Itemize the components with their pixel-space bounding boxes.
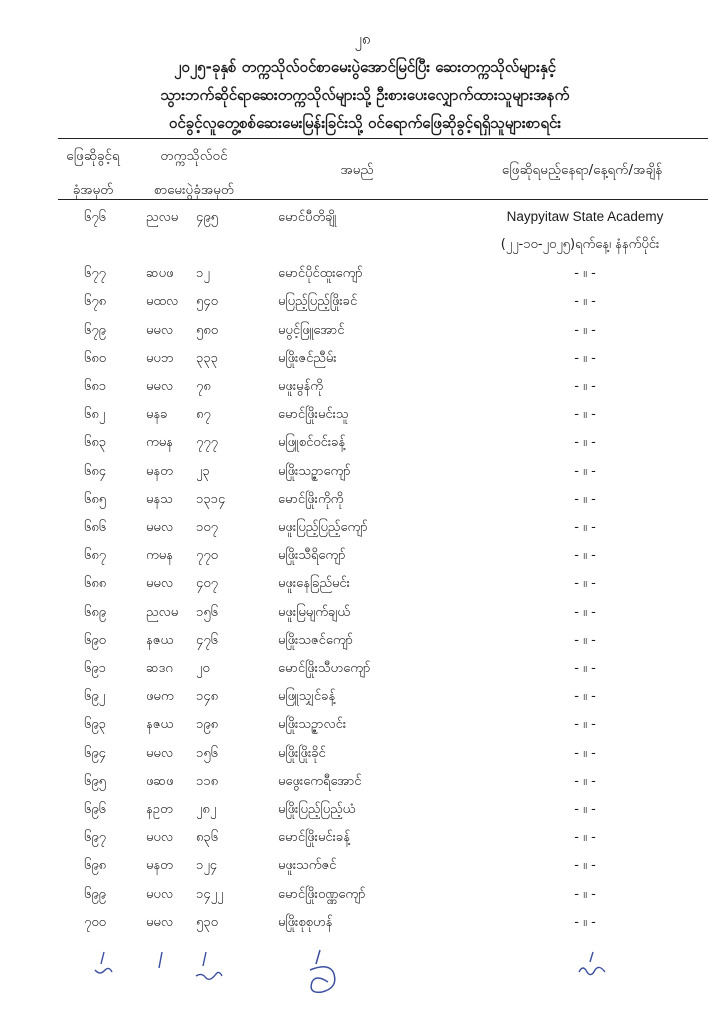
- table-row: [0, 881, 725, 909]
- ditto-mark-cell: - ။ -: [574, 717, 596, 733]
- roll-number-cell: ၆၉၄: [84, 745, 106, 761]
- table-row: [0, 260, 725, 288]
- exam-number-cell: ၄၉၅: [196, 210, 218, 225]
- candidate-name-cell: မဖူးမြမျက်ချယ်: [278, 604, 350, 620]
- table-row: [0, 401, 725, 429]
- ditto-mark-cell: - ။ -: [574, 914, 596, 930]
- exam-code-cell: ညလမ: [146, 210, 179, 225]
- candidate-name-cell: မဖြူစင်ဝင်းခန့်: [278, 435, 346, 451]
- venue-cell: Naypyitaw State Academy: [506, 209, 664, 224]
- exam-code-cell: မနတ: [146, 858, 173, 874]
- ditto-mark-cell: - ။ -: [574, 802, 596, 817]
- exam-code-cell: မမလ: [146, 576, 174, 592]
- table-row: [0, 852, 725, 880]
- exam-number-cell: ၂၀: [196, 661, 210, 676]
- candidate-name-cell: မောင်ဖြိုးကိုကို: [278, 491, 344, 507]
- exam-code-cell: မမလ: [146, 914, 174, 930]
- exam-code-cell: မမလ: [146, 745, 174, 761]
- candidate-name-cell: မဖူးသက်ဇင်: [278, 858, 337, 874]
- exam-number-cell: ၇၇၀: [196, 548, 218, 564]
- roll-number-cell: ၆၈၈: [84, 576, 107, 592]
- exam-number-cell: ၁၂၄: [196, 858, 218, 874]
- header-roll-number: [58, 146, 128, 200]
- table-row: [0, 288, 725, 316]
- page-number: ၂၈: [354, 30, 371, 48]
- exam-code-cell: ညလမ: [146, 604, 179, 620]
- exam-code-cell: ဆပဖ: [146, 266, 174, 282]
- roll-number-cell: ၆၈၅: [84, 491, 107, 507]
- roll-number-cell: ၆၇၈: [84, 294, 107, 310]
- ditto-mark-cell: - ။ -: [574, 858, 596, 874]
- header-name: အမည်: [340, 162, 374, 178]
- roll-number-cell: ၆၇၇: [84, 266, 106, 282]
- exam-number-cell: ၁၅၆: [196, 604, 218, 620]
- candidate-name-cell: မဖြိုးဇင်ညီမ်း: [278, 350, 337, 366]
- signature-mark-2: [152, 950, 172, 990]
- ditto-mark-cell: - ။ -: [574, 266, 596, 282]
- exam-code-cell: ဖမက: [146, 689, 174, 705]
- ditto-mark-cell: - ။ -: [574, 491, 596, 507]
- exam-code-cell: မမလ: [146, 520, 174, 535]
- table-row: [0, 909, 725, 937]
- header-roll-line-1: ဖြေဆိုခွင့်ရ: [66, 148, 120, 164]
- roll-number-cell: ၆၉၉: [84, 886, 106, 902]
- candidate-name-cell: မပြည့်ပြည့်ဖြိုးခင်: [278, 294, 358, 310]
- exam-number-cell: ၈၇: [196, 407, 211, 423]
- table-row: [0, 768, 725, 796]
- table-row: [0, 627, 725, 655]
- roll-number-cell: ၆၈၁: [84, 379, 107, 394]
- candidate-name-cell: မဖူးမွန်ကို: [278, 379, 324, 394]
- exam-number-cell: ၅၃၀: [196, 914, 218, 930]
- candidate-name-cell: မောင်ဖြိုးဝဏ္ဏကျော်: [278, 886, 366, 902]
- candidate-name-cell: မဖူးနေခြည်မင်း: [278, 576, 350, 592]
- table-row: [0, 599, 725, 627]
- exam-number-cell: ၁၅၆: [196, 745, 218, 761]
- table-row: [0, 514, 725, 542]
- exam-number-cell: ၁၃၁၄: [196, 491, 226, 507]
- candidate-name-cell: မဖွေးကေရီအောင်: [278, 773, 362, 789]
- roll-number-cell: ၆၉၆: [84, 802, 106, 817]
- roll-number-cell: ၆၈၀: [84, 350, 107, 366]
- exam-code-cell: မပလ: [146, 886, 174, 902]
- exam-number-cell: ၂၈၂: [196, 802, 217, 817]
- candidate-name-cell: မောင်ပီတိချို: [278, 210, 337, 225]
- candidate-name-cell: မောင်ဖြိုးမင်းသူ: [278, 407, 349, 423]
- table-row: [0, 373, 725, 401]
- roll-number-cell: ၆၈၃: [84, 435, 107, 451]
- roll-number-cell: ၇၀၀: [84, 914, 106, 930]
- document-title-line-1: ၂၀၂၅-ခုနှစ် တက္ကသိုလ်ဝင်စာမေးပွဲအောင်မြင်ပြီး ဆေးတက္ကသိုလ်များနှင့်: [174, 58, 556, 76]
- ditto-mark-cell: - ။ -: [574, 830, 596, 846]
- candidate-name-cell: မဖြိုးသဥ္ဇာလင်း: [278, 717, 347, 733]
- exam-number-cell: ၁၁၈: [196, 773, 219, 789]
- document-title-line-3: ဝင်ခွင့်လူတွေ့စစ်ဆေးမေးမြန်းခြင်းသို့ ဝင်ရောက်ဖြေဆိုခွင့်ရရှိသူများစာရင်း: [168, 114, 562, 132]
- exam-code-cell: ဆဒဂ: [146, 661, 173, 676]
- roll-number-cell: ၆၈၆: [84, 520, 107, 535]
- table-row: [0, 345, 725, 373]
- roll-number-cell: ၆၇၆: [84, 210, 106, 225]
- candidate-name-cell: မဖြိုးပြည့်ပြည့်ယံ: [278, 802, 356, 817]
- exam-number-cell: ၁၄၈: [196, 689, 219, 705]
- exam-code-cell: နဇယ: [146, 717, 174, 733]
- table-row: [0, 740, 725, 768]
- table-row: [0, 655, 725, 683]
- table-row: [0, 570, 725, 598]
- header-exam-number: [132, 146, 256, 200]
- ditto-mark-cell: - ။ -: [574, 886, 596, 902]
- ditto-mark-cell: - ။ -: [574, 576, 596, 592]
- exam-code-cell: မထလ: [146, 294, 179, 310]
- ditto-mark-cell: - ။ -: [574, 745, 596, 761]
- ditto-mark-cell: - ။ -: [574, 548, 596, 564]
- candidate-name-cell: မောင်ဖြိုးမင်းခန့်: [278, 830, 350, 846]
- table-row: [0, 317, 725, 345]
- exam-number-cell: ၁၀၇: [196, 520, 218, 535]
- candidate-name-cell: မပွင့်ဖြူအောင်: [278, 322, 345, 338]
- exam-number-cell: ၂၃: [196, 463, 210, 479]
- ditto-mark-cell: - ။ -: [574, 773, 596, 789]
- exam-code-cell: ကမန: [146, 548, 173, 564]
- header-bottom-rule: [58, 199, 708, 200]
- table-row: [0, 458, 725, 486]
- candidate-name-cell: မဖူးပြည့်ပြည့်ကျော်: [278, 520, 368, 535]
- ditto-mark-cell: - ။ -: [574, 661, 596, 676]
- table-row: [0, 824, 725, 852]
- candidate-name-cell: မဖြိုးသဥ္ဇာကျော်: [278, 463, 351, 479]
- exam-number-cell: ၄၀၇: [196, 576, 218, 592]
- candidate-name-cell: မဖြိုးစုစုဟန်: [278, 914, 333, 930]
- exam-code-cell: မမလ: [146, 379, 174, 394]
- ditto-mark-cell: - ။ -: [574, 604, 596, 620]
- exam-code-cell: မပလ: [146, 830, 174, 846]
- exam-code-cell: နဇယ: [146, 632, 174, 648]
- exam-number-cell: ၇၇၇: [196, 435, 218, 451]
- exam-number-cell: ၅၄၀: [196, 294, 218, 310]
- roll-number-cell: ၆၉၁: [84, 661, 106, 676]
- table-row: [0, 204, 725, 232]
- candidate-name-cell: မောင်ပိုင်ထူးကျော်: [278, 266, 363, 282]
- ditto-mark-cell: - ။ -: [574, 322, 596, 338]
- exam-number-cell: ၁၂: [196, 266, 210, 282]
- exam-datetime: (၂၂-၁၀-၂၀၂၅)ရက်နေ့၊ နံနက်ပိုင်း: [500, 237, 660, 252]
- candidate-name-cell: မဖြိုးဖြိုးခိုင်: [278, 745, 326, 761]
- roll-number-cell: ၆၉၅: [84, 773, 106, 789]
- exam-code-cell: မနသ: [146, 491, 173, 507]
- exam-number-cell: ၄၇၆: [196, 632, 218, 648]
- candidate-name-cell: မဖြိုးသဇင်ကျော်: [278, 632, 354, 648]
- roll-number-cell: ၆၈၄: [84, 463, 107, 479]
- header-exam-line-2: စာမေးပွဲခုံအမှတ်: [153, 182, 235, 198]
- ditto-mark-cell: - ။ -: [574, 689, 596, 705]
- roll-number-cell: ၆၉၃: [84, 717, 106, 733]
- ditto-mark-cell: - ။ -: [574, 435, 596, 451]
- table-row: [0, 429, 725, 457]
- exam-code-cell: မမလ: [146, 322, 174, 338]
- table-row: [0, 542, 725, 570]
- ditto-mark-cell: - ။ -: [574, 407, 596, 423]
- ditto-mark-cell: - ။ -: [574, 294, 596, 310]
- exam-code-cell: နဥတ: [146, 802, 173, 817]
- exam-code-cell: မနတ: [146, 463, 173, 479]
- signature-mark-3: [192, 950, 226, 990]
- exam-number-cell: ၇၈: [196, 379, 211, 394]
- roll-number-cell: ၆၉၀: [84, 632, 106, 648]
- roll-number-cell: ၆၈၇: [84, 548, 107, 564]
- candidate-name-cell: မဖြူသျှင်ခန့်: [278, 689, 336, 705]
- candidate-name-cell: မဖြိုးသီရိကျော်: [278, 548, 346, 564]
- header-venue: ဖြေဆိုရမည့်နေရာ/နေ့ရက်/အချိန်: [501, 162, 663, 178]
- ditto-mark-cell: - ။ -: [574, 520, 596, 535]
- candidate-name-cell: မောင်ဖြိုးသီဟကျော်: [278, 661, 371, 676]
- signature-mark-5: [575, 950, 609, 990]
- exam-number-cell: ၃၃၃: [196, 350, 218, 366]
- exam-code-cell: ကမန: [146, 435, 173, 451]
- exam-code-cell: မပဘ: [146, 350, 174, 366]
- exam-code-cell: မနခ: [146, 407, 168, 423]
- ditto-mark-cell: - ။ -: [574, 350, 596, 366]
- roll-number-cell: ၆၉၈: [84, 858, 107, 874]
- ditto-mark-cell: - ။ -: [574, 632, 596, 648]
- exam-number-cell: ၁၄၂၂: [196, 886, 224, 902]
- exam-number-cell: ၅၈၀: [196, 322, 219, 338]
- table-row: [0, 486, 725, 514]
- signature-mark-1: [90, 950, 120, 990]
- exam-number-cell: ၈၃၆: [196, 830, 219, 846]
- header-roll-line-2: ခုံအမှတ်: [72, 182, 114, 198]
- exam-number-cell: ၁၉၈: [196, 717, 219, 733]
- header-top-rule: [58, 138, 708, 139]
- header-exam-line-1: တက္ကသိုလ်ဝင်: [160, 148, 228, 164]
- roll-number-cell: ၆၈၉: [84, 604, 107, 620]
- roll-number-cell: ၆၈၂: [84, 407, 106, 423]
- table-row: [0, 683, 725, 711]
- table-row: [0, 796, 725, 824]
- signature-mark-4: [300, 948, 350, 988]
- ditto-mark-cell: - ။ -: [574, 379, 596, 394]
- ditto-mark-cell: - ။ -: [574, 463, 596, 479]
- roll-number-cell: ၆၉၇: [84, 830, 106, 846]
- roll-number-cell: ၆၉၂: [84, 689, 106, 705]
- roll-number-cell: ၆၇၉: [84, 322, 106, 338]
- exam-code-cell: ဖဆဖ: [146, 773, 174, 789]
- document-title-line-2: သွားဘက်ဆိုင်ရာဆေးတက္ကသိုလ်များသို့ ဦးစားပေးလျှောက်ထားသူများအနက်: [160, 86, 570, 104]
- table-row: [0, 711, 725, 739]
